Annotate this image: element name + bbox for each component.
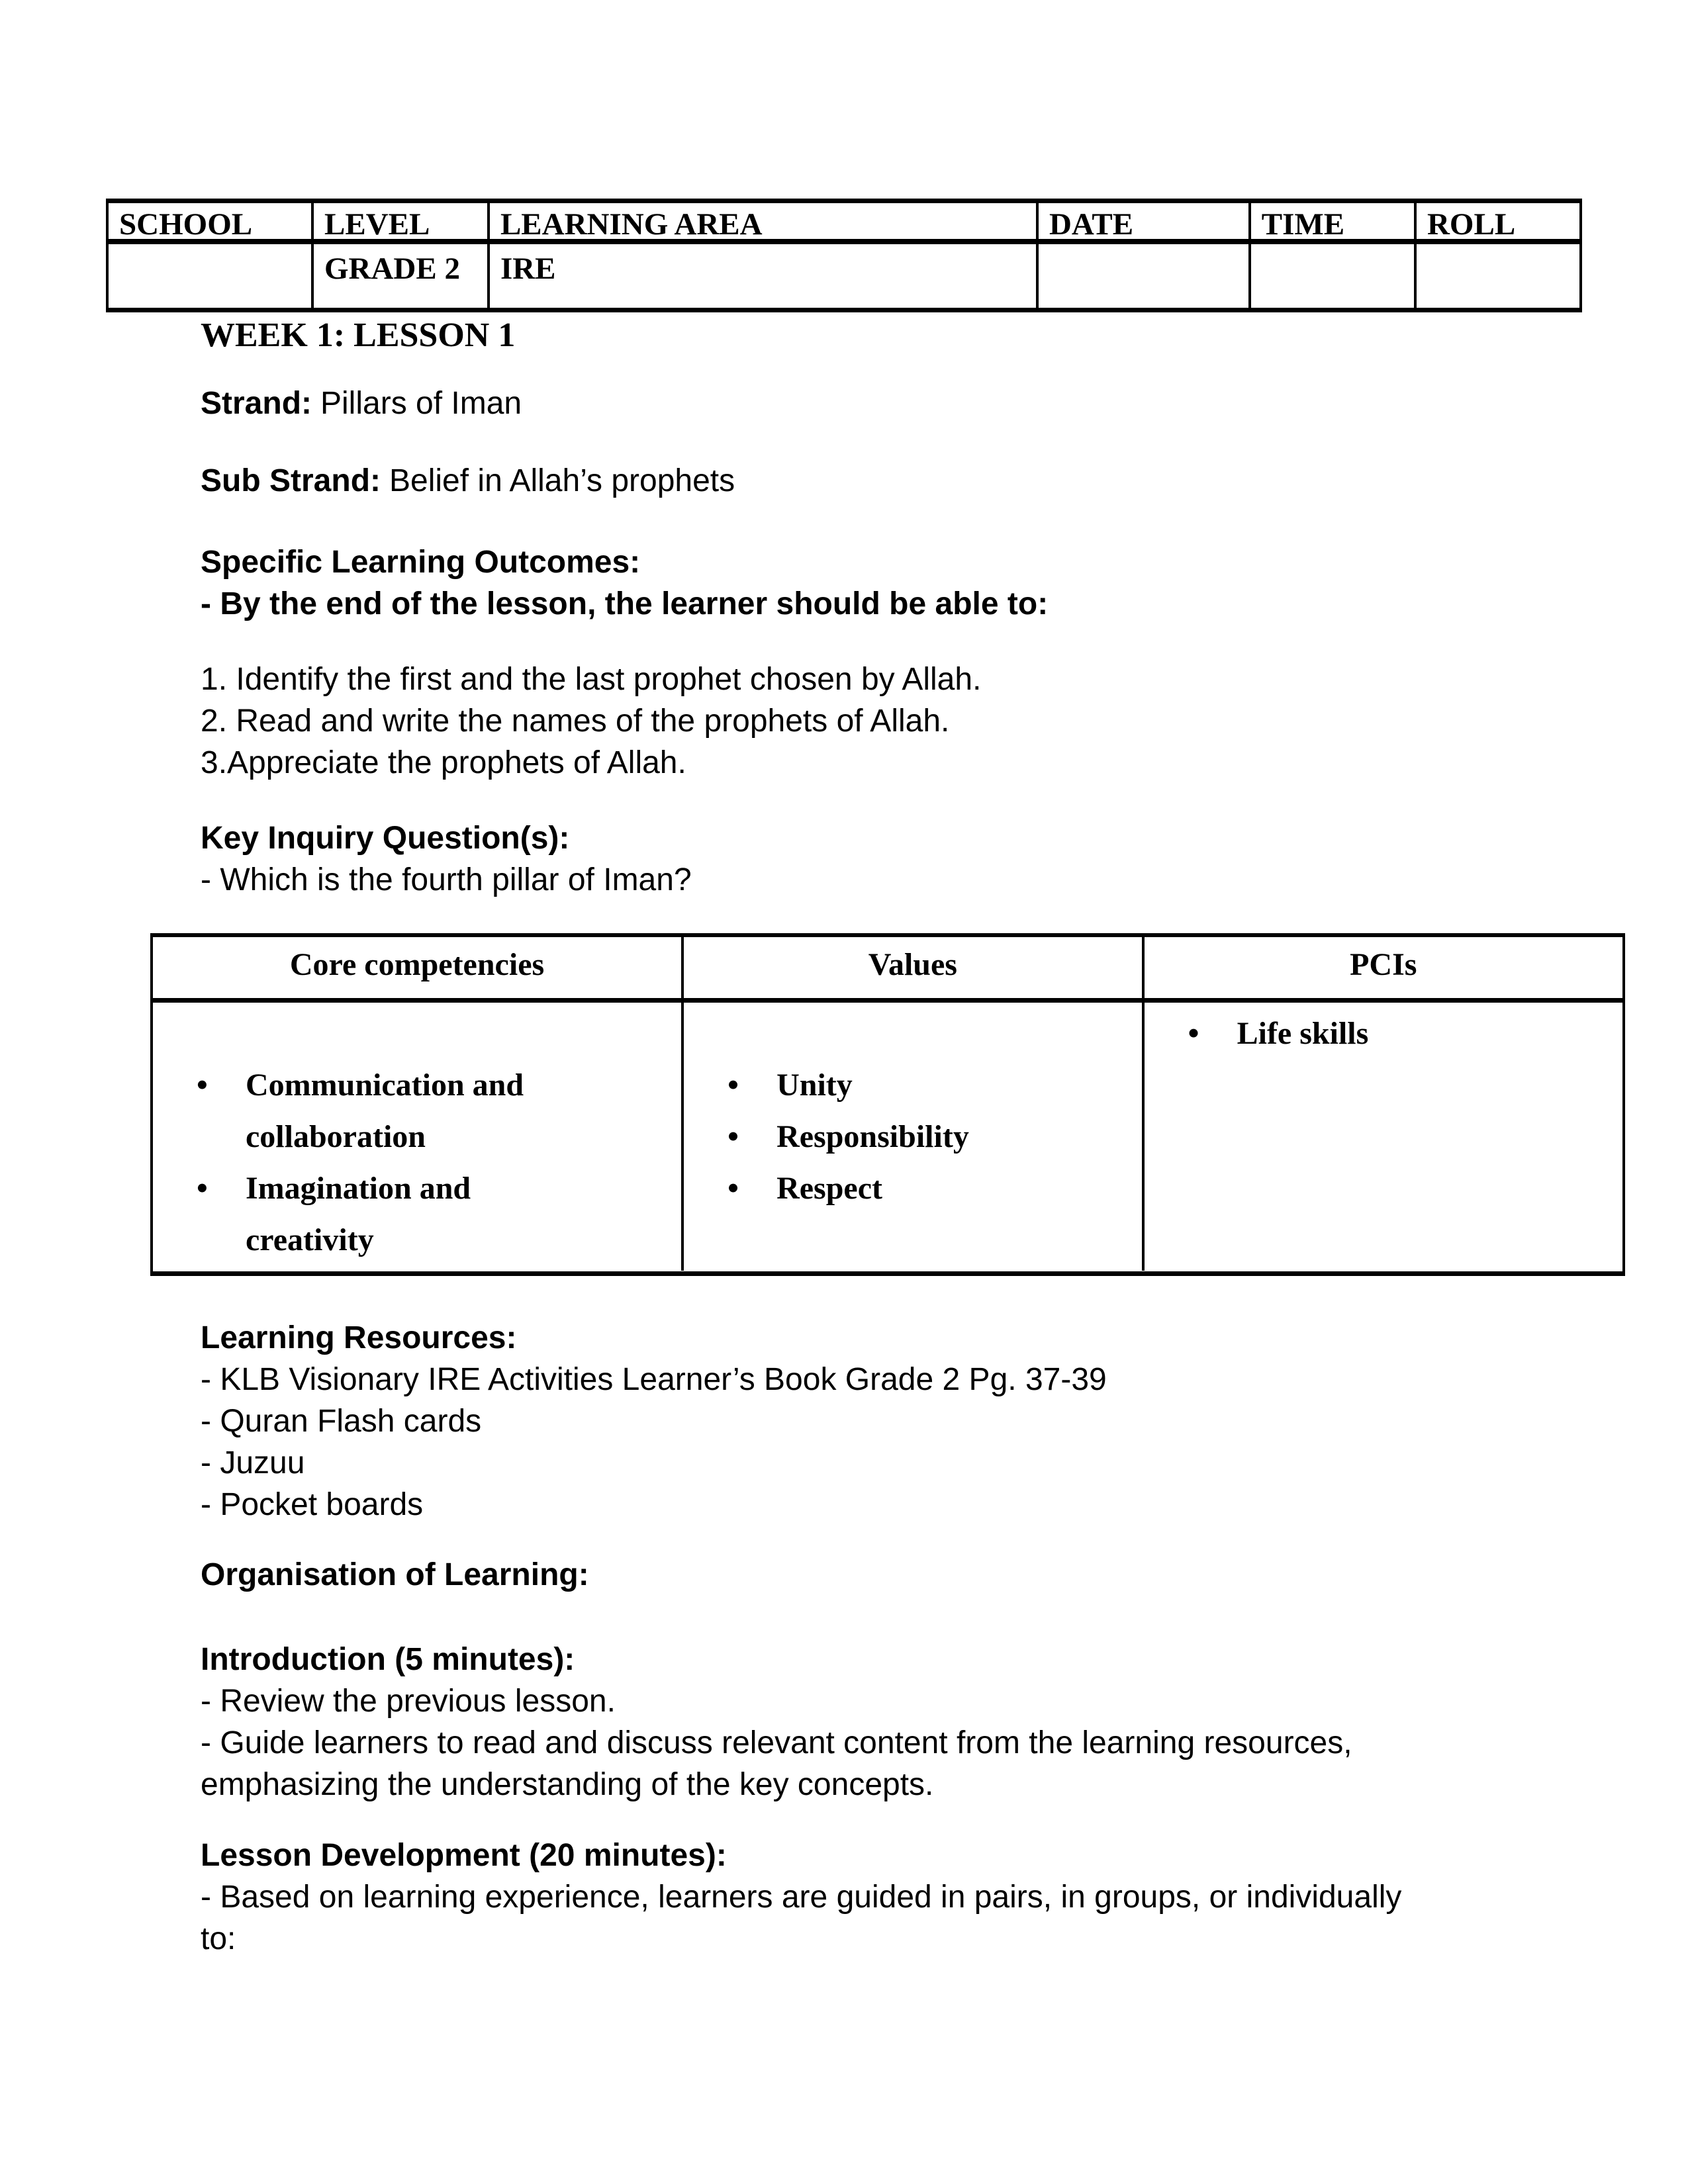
value-text: Respect	[776, 1171, 883, 1206]
school-value	[109, 244, 314, 308]
bullet-icon: •	[727, 1068, 739, 1103]
resources-block	[201, 1317, 1498, 1525]
outcomes-intro: - By the end of the lesson, the learner should be able to:	[201, 586, 1049, 621]
values-cell	[684, 1003, 1145, 1271]
introduction-line: emphasizing the understanding of the key concepts.	[201, 1767, 934, 1802]
header-cell-core-competencies: Core competencies	[153, 937, 684, 998]
time-value	[1251, 244, 1417, 308]
sub-strand-line	[201, 460, 1498, 502]
list-item	[193, 1163, 550, 1266]
organisation-heading: Organisation of Learning:	[201, 1557, 589, 1592]
outcome-item: 3.Appreciate the prophets of Allah.	[201, 745, 686, 780]
resource-item: - Pocket boards	[201, 1487, 424, 1522]
list-item	[724, 1163, 1081, 1214]
week-title: WEEK 1: LESSON 1	[201, 316, 516, 354]
key-inquiry-block	[201, 817, 1498, 901]
introduction-line: - Guide learners to read and discuss relevant content from the learning resources,	[201, 1725, 1352, 1760]
header-cell-values: Values	[684, 937, 1145, 998]
header-table	[106, 199, 1582, 312]
level-value: GRADE 2	[314, 244, 490, 308]
list-item	[724, 1060, 1081, 1111]
list-item	[193, 1060, 550, 1163]
list-item	[1184, 1008, 1542, 1060]
header-cell-date: DATE	[1039, 203, 1251, 239]
outcome-item: 1. Identify the first and the last prophet chosen by Allah.	[201, 662, 982, 697]
outcome-item: 2. Read and write the names of the prophets of Allah.	[201, 704, 950, 739]
learning-area-value: IRE	[490, 244, 1039, 308]
introduction-block	[201, 1639, 1498, 1805]
bullet-icon: •	[197, 1171, 208, 1206]
pci-text: Life skills	[1237, 1016, 1369, 1051]
competency-table-header-row	[153, 937, 1622, 1003]
header-cell-learning-area: LEARNING AREA	[490, 203, 1039, 239]
roll-value	[1417, 244, 1579, 308]
header-table-data-row	[109, 244, 1579, 308]
key-inquiry-heading: Key Inquiry Question(s):	[201, 821, 570, 856]
introduction-line: - Review the previous lesson.	[201, 1684, 616, 1719]
outcomes-heading: Specific Learning Outcomes:	[201, 545, 641, 580]
bullet-icon: •	[727, 1119, 739, 1154]
header-cell-roll: ROLL	[1427, 207, 1516, 239]
development-heading: Lesson Development (20 minutes):	[201, 1838, 727, 1873]
bullet-icon: •	[1188, 1016, 1199, 1051]
outcomes-list	[201, 659, 1498, 784]
header-cell-level: LEVEL	[314, 203, 490, 239]
core-competency-text: Imagination and creativity	[246, 1171, 471, 1257]
bullet-icon: •	[197, 1068, 208, 1103]
strand-line	[201, 383, 1498, 424]
outcomes-heading-block	[201, 541, 1498, 625]
sub-strand-value: Belief in Allah’s prophets	[389, 463, 735, 498]
resource-item: - Quran Flash cards	[201, 1404, 482, 1439]
header-table-header-row	[109, 203, 1579, 244]
competency-table	[150, 933, 1625, 1276]
development-line: to:	[201, 1921, 236, 1956]
date-value	[1039, 244, 1251, 308]
value-text: Unity	[776, 1068, 853, 1103]
list-item	[724, 1111, 1081, 1163]
header-cell-pcis: PCIs	[1350, 947, 1417, 982]
bullet-icon: •	[727, 1171, 739, 1206]
introduction-heading: Introduction (5 minutes):	[201, 1642, 575, 1677]
strand-label: Strand:	[201, 386, 312, 421]
resource-item: - KLB Visionary IRE Activities Learner’s Book Grade 2 Pg. 37-39	[201, 1362, 1107, 1397]
key-inquiry-question: - Which is the fourth pillar of Iman?	[201, 862, 692, 897]
strand-value: Pillars of Iman	[320, 386, 522, 421]
sub-strand-label: Sub Strand:	[201, 463, 381, 498]
development-block	[201, 1835, 1498, 1960]
core-competency-text: Communication and collaboration	[246, 1068, 524, 1154]
value-text: Responsibility	[776, 1119, 969, 1154]
pcis-cell	[1145, 1003, 1622, 1271]
resources-heading: Learning Resources:	[201, 1320, 517, 1355]
development-line: - Based on learning experience, learners are guided in pairs, in groups, or individually	[201, 1880, 1402, 1915]
resource-item: - Juzuu	[201, 1445, 305, 1480]
header-cell-school: SCHOOL	[109, 203, 314, 239]
competency-table-body-row	[153, 1003, 1622, 1271]
header-cell-time: TIME	[1251, 203, 1417, 239]
core-competencies-cell	[153, 1003, 684, 1271]
